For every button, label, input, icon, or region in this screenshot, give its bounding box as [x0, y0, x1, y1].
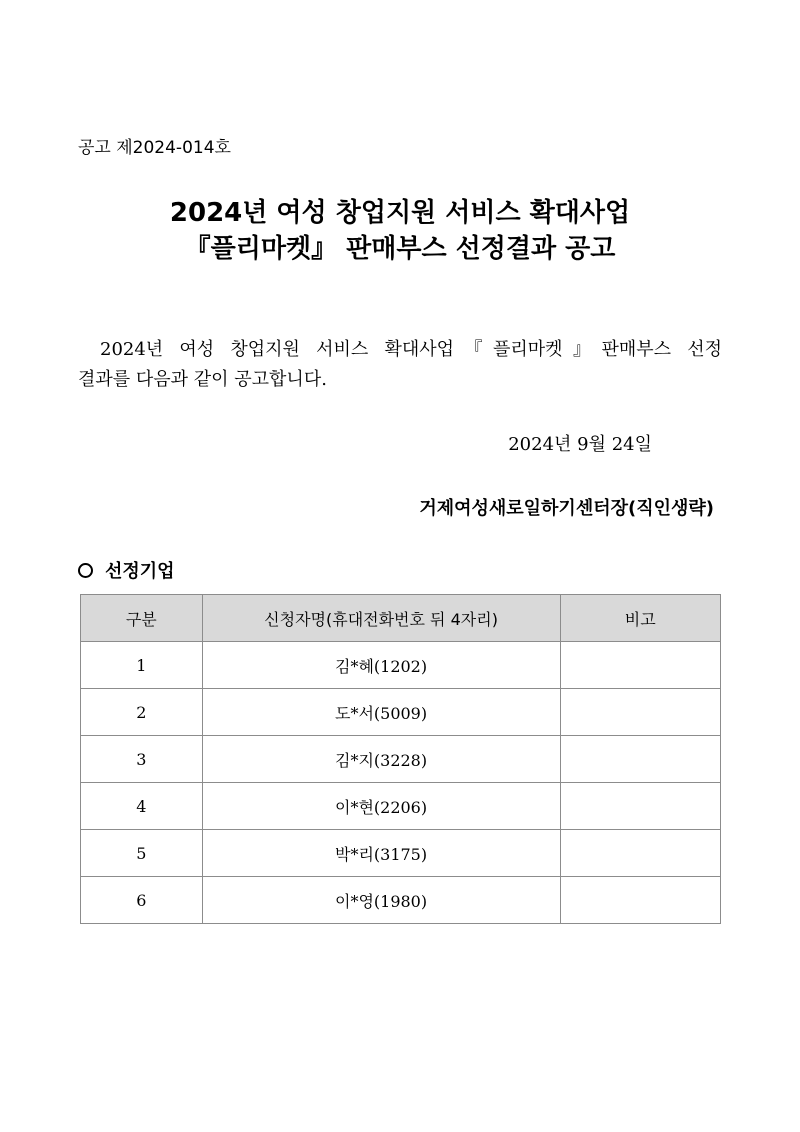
- table-row: [81, 689, 721, 736]
- cell-name: 김*혜(1202): [202, 642, 560, 689]
- section-heading: [78, 557, 175, 583]
- body-line-1: 2024년 여성 창업지원 서비스 확대사업『플리마켓』판매부스 선정: [100, 339, 722, 360]
- section-heading-label: 선정기업: [105, 561, 175, 582]
- results-table: [80, 594, 721, 924]
- cell-note: [560, 642, 721, 689]
- cell-no: 3: [81, 736, 203, 783]
- cell-note: [560, 830, 721, 877]
- issuer-signature: 거제여성새로일하기센터장(직인생략): [419, 498, 714, 519]
- cell-name: 박*리(3175): [202, 830, 560, 877]
- page-title: [0, 195, 800, 267]
- announcement-body: [78, 335, 722, 395]
- cell-name: 이*현(2206): [202, 783, 560, 830]
- cell-no: 1: [81, 642, 203, 689]
- table-row: [81, 783, 721, 830]
- cell-name: 김*지(3228): [202, 736, 560, 783]
- cell-note: [560, 736, 721, 783]
- cell-note: [560, 783, 721, 830]
- table-header-row: [81, 595, 721, 642]
- header-name: 신청자명(휴대전화번호 뒤 4자리): [202, 595, 560, 642]
- table-row: [81, 642, 721, 689]
- title-line-1: 2024년 여성 창업지원 서비스 확대사업: [169, 198, 631, 228]
- body-line-2: 결과를 다음과 같이 공고합니다.: [78, 369, 327, 390]
- notice-number: 공고 제2024-014호: [78, 138, 231, 158]
- cell-note: [560, 689, 721, 736]
- header-note: 비고: [560, 595, 721, 642]
- cell-name: 도*서(5009): [202, 689, 560, 736]
- circle-bullet-icon: [78, 563, 93, 578]
- table-row: [81, 736, 721, 783]
- cell-name: 이*영(1980): [202, 877, 560, 924]
- cell-note: [560, 877, 721, 924]
- cell-no: 2: [81, 689, 203, 736]
- cell-no: 5: [81, 830, 203, 877]
- table-row: [81, 877, 721, 924]
- cell-no: 4: [81, 783, 203, 830]
- announcement-date: 2024년 9월 24일: [508, 434, 652, 455]
- header-no: 구분: [81, 595, 203, 642]
- title-line-2: 『플리마켓』 판매부스 선정결과 공고: [184, 234, 616, 264]
- cell-no: 6: [81, 877, 203, 924]
- table-row: [81, 830, 721, 877]
